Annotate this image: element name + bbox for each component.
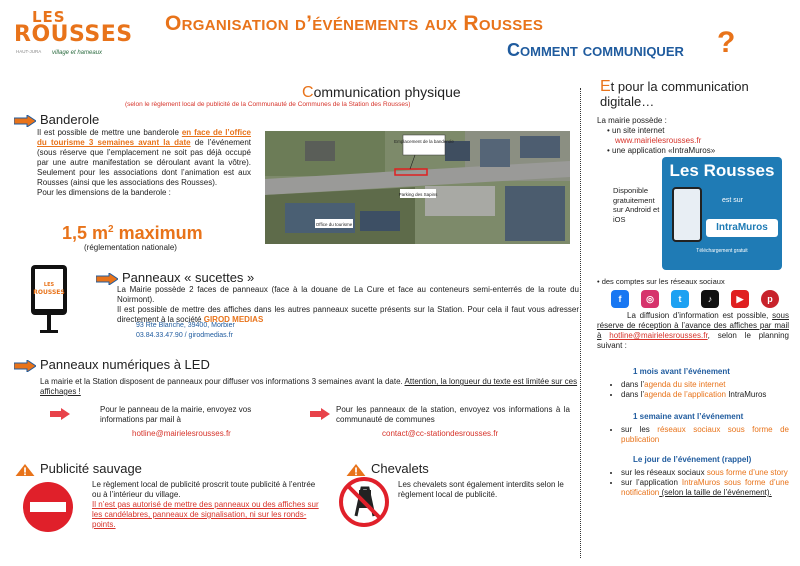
no-entry-icon (22, 481, 74, 533)
logo-les: LES (32, 8, 66, 26)
app-availability: Disponible gratuitement sur Android et iOS (613, 186, 660, 224)
arrow-icon (14, 115, 36, 127)
girod-address: 93 Rte Blanche, 39400, Morbier 03.84.33.47.90 / girodmedias.fr (136, 322, 235, 339)
led-text: La mairie et la Station disposent de panneaux pour diffuser vos informations 3 semaines avant la date. Attention, la longueur du texte est limitée sur ces affichages ! (40, 377, 578, 396)
banderole-size: 1,5 $m^2$ maximum (62, 223, 203, 243)
sucettes-text: La Mairie possède 2 faces de panneaux (face à la douane de La Cure et face au conteneurs semi-enterrés de la route du Noirmont). Il est possible de mettre des affiches dans les autres panneaux sucette présents sur la Station. Pour cela il faut vous adresser directement à la société GIROD MEDIAS (117, 285, 579, 324)
digital-title: Et pour la communication digitale… (600, 78, 749, 109)
map-illustration (265, 131, 570, 244)
column-divider (580, 88, 581, 558)
logo-tagline: village et hameaux (52, 50, 103, 56)
warning-icon (345, 464, 367, 476)
no-chevalet-illustration (338, 476, 390, 528)
sauvage-heading: Publicité sauvage (14, 461, 142, 476)
banderole-heading: Banderole (14, 112, 99, 127)
page-title: Organisation d’événements aux Rousses (165, 12, 544, 35)
youtube-icon[interactable]: ▶ (731, 290, 749, 308)
physical-title: Communication physique (302, 84, 461, 101)
red-arrow-icon (310, 408, 330, 420)
mairie-email-link[interactable]: hotline@mairielesrousses.fr (132, 429, 231, 438)
arrow-icon (14, 360, 36, 372)
diffusion-planning: La diffusion d’information est possible, sous réserve de réception à l’avance des affiches par mail à hotline@mairielesrousses.fr, selon le planning suivant : 1 mois avant l’événement • dans l’agenda du site internet • dans l’agenda de l’application IntraMuros 1 semaine avant l’événement • sur les réseaux sociaux sous forme de publication Le jour de l’événement (rappel) • sur les réseaux sociaux sous forme d’une story • sur l’application IntraMuros sous forme d’une notification (selon la taille de l’événement). (597, 311, 789, 498)
sauvage-text: Le règlement local de publicité proscrit toute publicité à l’entrée ou à l’intérieur du village. Il n’est pas autorisé de mettre des panneaux ou des affiches sur les candélabres, panneaux de signalisation, ni sur les ronds-points. (92, 480, 319, 529)
page-subtitle: Comment communiquer (507, 40, 684, 60)
facebook-icon[interactable]: f (611, 290, 629, 308)
intramuros-app-image: Les Rousses est sur IntraMuros Téléchargement gratuit (662, 157, 782, 270)
chevalets-text: Les chevalets sont également interdits selon le règlement local de publicité. (398, 480, 564, 499)
physical-subtitle: (selon le règlement local de publicité de la Communauté de Communes de la Station des Rousses) (125, 101, 411, 108)
logo-rousses: ROUSSES (14, 22, 133, 47)
social-icons (611, 290, 781, 308)
digital-list: La mairie possède : • un site internet www.mairielesrousses.fr • une application «IntraMuros» (597, 116, 787, 156)
phone-icon (672, 187, 702, 242)
map-label-office: Office du tourisme (315, 222, 353, 227)
map-label-parking: Parking des Sapins (398, 192, 438, 197)
no-chevalet-icon (338, 476, 390, 528)
svg-text:ROUSSES: ROUSSES (33, 289, 65, 296)
no-entry-illustration (22, 481, 74, 533)
pinterest-icon[interactable]: p (761, 290, 779, 308)
station-email-link[interactable]: contact@cc-stationdesrousses.fr (382, 429, 499, 438)
step-1-month: 1 mois avant l’événement (633, 367, 730, 376)
led-heading: Panneaux numériques à LED (14, 357, 210, 372)
aerial-map-photo (265, 131, 570, 244)
red-arrow-icon (50, 408, 70, 420)
banderole-regulation: (réglementation nationale) (84, 243, 177, 252)
tiktok-icon[interactable]: ♪ (701, 290, 719, 308)
socials-label: • des comptes sur les réseaux sociaux (597, 277, 725, 286)
site-link[interactable]: www.mairielesrousses.fr (615, 136, 702, 145)
planning-email-link[interactable]: hotline@mairielesrousses.fr (609, 331, 708, 340)
led-mairie-block: Pour le panneau de la mairie, envoyez vos informations par mail à hotline@mairielesrousses.fr (50, 405, 260, 439)
sucette-panel-icon (30, 264, 68, 334)
led-station-block: Pour les panneaux de la station, envoyez vos informations à la communauté de communes contact@cc-stationdesrousses.fr (310, 405, 570, 439)
warning-icon (14, 464, 36, 476)
sucette-panel-illustration (30, 264, 68, 334)
sucettes-heading: Panneaux « sucettes » (96, 270, 254, 285)
instagram-icon[interactable]: ◎ (641, 290, 659, 308)
chevalets-heading: Chevalets (345, 461, 429, 476)
les-rousses-logo (14, 8, 134, 66)
map-label-banderole: Emplacement de la banderole (394, 139, 454, 144)
twitter-icon[interactable]: t (671, 290, 689, 308)
step-event-day: Le jour de l’événement (rappel) (633, 455, 752, 464)
step-1-week: 1 semaine avant l’événement (633, 412, 744, 421)
logo-small: HAUT-JURA (16, 49, 42, 54)
banderole-text: Il est possible de mettre une banderole en face de l’office du tourisme 3 semaines avant la date de l’événement (sous réserve que l’emplacement ne soit pas déjà occupé par une autre manifestation se déroulant avant la vôtre). Seulement pour les associations dont l’animation est aux Rousses (ainsi que les associations des Rousses). Pour les dimensions de la banderole : (37, 128, 251, 197)
svg-text:LES: LES (43, 282, 55, 288)
arrow-icon (96, 273, 118, 285)
question-mark: ? (717, 26, 736, 59)
